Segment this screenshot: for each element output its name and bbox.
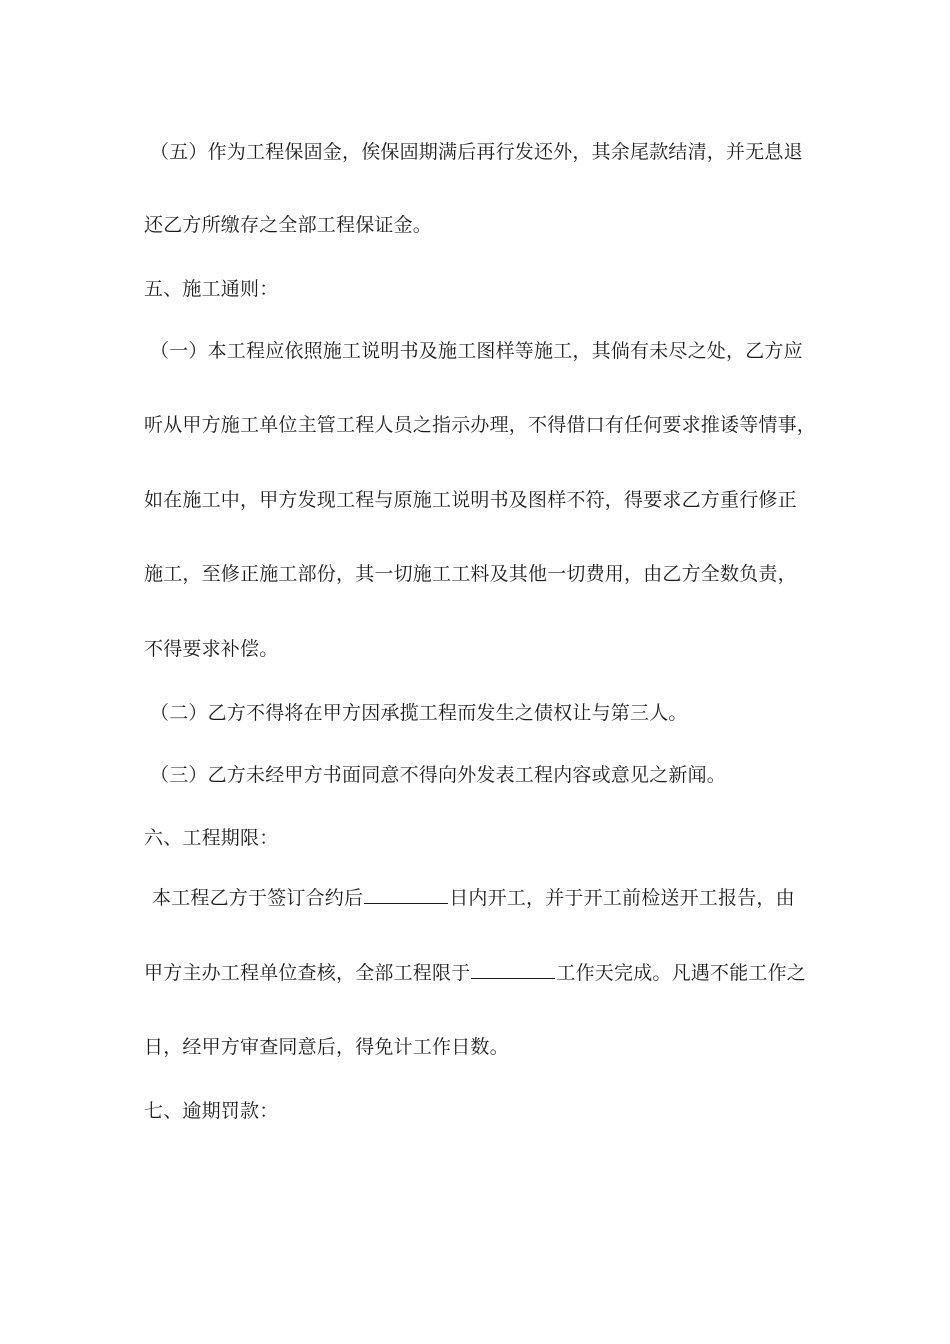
term-line-2-before: 甲方主办工程单位查核，全部工程限于 [144,962,471,984]
paragraph-line: （三）乙方未经甲方书面同意不得向外发表工程内容或意见之新闻。 [150,764,727,786]
paragraph-line: 如在施工中，甲方发现工程与原施工说明书及图样不符，得要求乙方重行修正 [144,489,797,511]
paragraph-line: 听从甲方施工单位主管工程人员之指示办理，不得借口有任何要求推诿等情事， [144,414,817,436]
paragraph-line: （一）本工程应依照施工说明书及施工图样等施工，其倘有未尽之处，乙方应 [150,340,803,362]
term-line-1 [152,885,818,911]
section-heading: 六、工程期限： [144,827,279,849]
paragraph-line: 不得要求补偿。 [144,638,279,660]
term-line-2 [144,960,810,986]
paragraph-line: 还乙方所缴存之全部工程保证金。 [144,214,433,236]
paragraph-line: （五）作为工程保固金，俟保固期满后再行发还外，其余尾款结清，并无息退 [150,141,803,163]
blank-start-days[interactable] [364,887,448,904]
term-line-2-after: 工作天完成。凡遇不能工作之 [556,962,807,984]
term-line-1-after: 日内开工，并于开工前检送开工报告，由 [449,887,795,909]
term-line-3: 日，经甲方审查同意后，得免计工作日数。 [144,1036,509,1058]
paragraph-line: （二）乙方不得将在甲方因承揽工程而发生之债权让与第三人。 [150,702,688,724]
section-heading: 五、施工通则： [144,278,279,300]
term-line-1-before: 本工程乙方于签订合约后 [152,887,364,909]
section-heading: 七、逾期罚款： [144,1100,279,1122]
paragraph-line: 施工，至修正施工部份，其一切施工工料及其他一切费用，由乙方全数负责， [144,563,797,585]
blank-work-days[interactable] [471,962,555,979]
